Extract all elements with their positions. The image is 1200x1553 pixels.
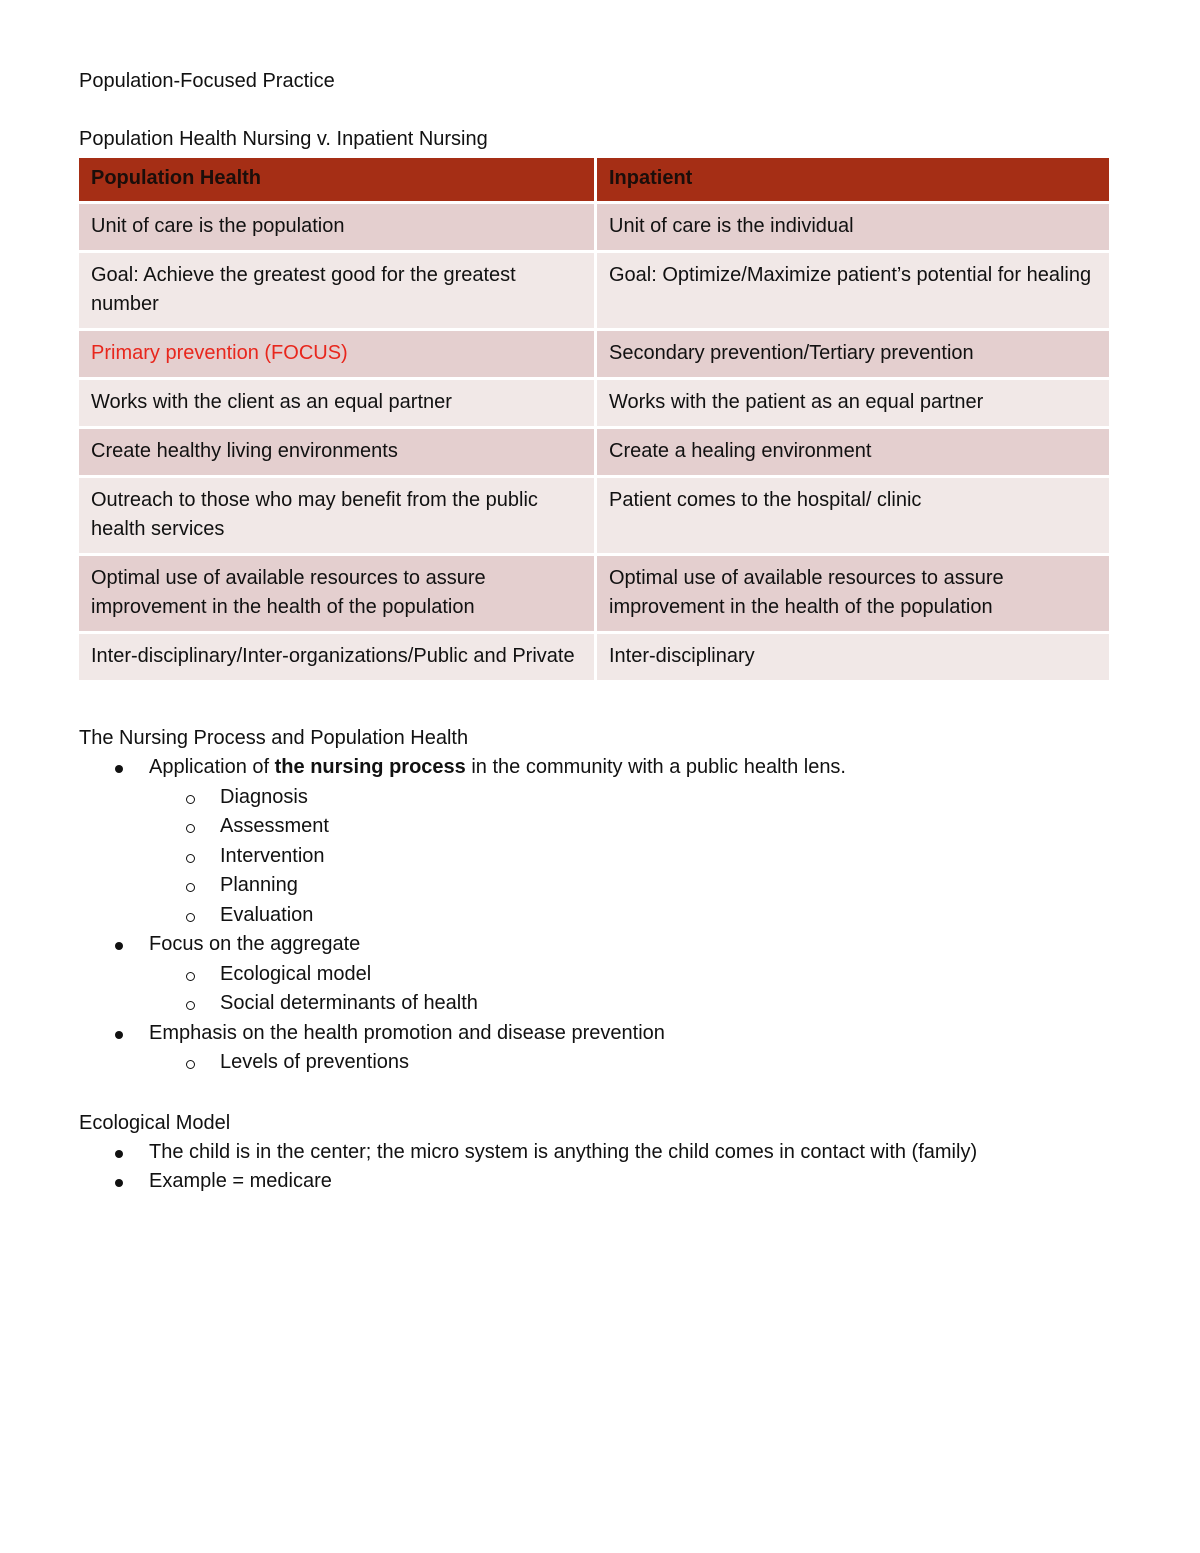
list-item xyxy=(79,1019,1119,1078)
sub-item-text: Social determinants of health xyxy=(220,992,478,1014)
list-item xyxy=(79,1138,1119,1168)
ecological-model-heading: Ecological Model xyxy=(79,1111,231,1134)
sub-item-text: Ecological model xyxy=(220,962,372,985)
sub-list-item xyxy=(149,871,1119,901)
cell-population: Optimal use of available resources to assure improvement in the health of the population xyxy=(79,556,594,631)
sub-list-item xyxy=(149,960,1119,990)
bullet-text-suffix: in the community with a public health lens. xyxy=(465,756,846,778)
sub-list-item xyxy=(149,1048,1119,1078)
ecological-model-list xyxy=(79,1138,1119,1197)
table-row xyxy=(79,429,1109,475)
comparison-table xyxy=(76,155,1112,683)
cell-inpatient: Inter-disciplinary xyxy=(597,634,1109,680)
table-row xyxy=(79,253,1109,328)
table-row xyxy=(79,204,1109,250)
bullet-text: The child is in the center; the micro system is anything the child comes in contact with (family) xyxy=(149,1140,978,1163)
nursing-process-list xyxy=(79,753,1119,1078)
table-header-row xyxy=(79,158,1109,201)
table-row xyxy=(79,556,1109,631)
nursing-process-heading: The Nursing Process and Population Health xyxy=(79,727,469,749)
cell-inpatient: Unit of care is the individual xyxy=(597,204,1109,250)
header-inpatient: Inpatient xyxy=(597,158,1109,201)
cell-population: Inter-disciplinary/Inter-organizations/Public and Private xyxy=(79,634,594,680)
table-row xyxy=(79,380,1109,426)
circle-bullet-icon xyxy=(186,913,195,922)
circle-bullet-icon xyxy=(186,824,195,833)
cell-population: Create healthy living environments xyxy=(79,429,594,475)
bullet-text: Example = medicare xyxy=(149,1170,332,1192)
circle-bullet-icon xyxy=(186,972,195,981)
table-heading: Population Health Nursing v. Inpatient Nursing xyxy=(79,128,488,150)
bullet-icon xyxy=(115,1179,123,1187)
sub-list-item xyxy=(149,989,1119,1019)
list-item xyxy=(79,930,1119,1019)
circle-bullet-icon xyxy=(186,795,195,804)
bullet-text-prefix: Application of xyxy=(149,756,275,778)
cell-population-highlight: Primary prevention (FOCUS) xyxy=(79,331,594,377)
sub-list-item xyxy=(149,812,1119,842)
bullet-text: Emphasis on the health promotion and disease prevention xyxy=(149,1021,665,1044)
bullet-text: Focus on the aggregate xyxy=(149,933,361,955)
sub-list-item xyxy=(149,842,1119,872)
document-title: Population-Focused Practice xyxy=(79,70,335,92)
cell-inpatient: Patient comes to the hospital/ clinic xyxy=(597,478,1109,553)
circle-bullet-icon xyxy=(186,1001,195,1010)
bullet-icon xyxy=(115,1150,123,1158)
cell-population: Unit of care is the population xyxy=(79,204,594,250)
cell-population: Outreach to those who may benefit from the public health services xyxy=(79,478,594,553)
bullet-text-bold: the nursing process xyxy=(274,756,466,778)
sub-list xyxy=(149,960,1119,1019)
sub-item-text: Intervention xyxy=(220,844,325,867)
bullet-icon xyxy=(115,1031,123,1039)
cell-inpatient: Optimal use of available resources to assure improvement in the health of the population xyxy=(597,556,1109,631)
sub-item-text: Diagnosis xyxy=(220,785,308,808)
cell-inpatient: Works with the patient as an equal partner xyxy=(597,380,1109,426)
sub-item-text: Assessment xyxy=(220,815,329,837)
sub-item-text: Planning xyxy=(220,874,298,896)
cell-inpatient: Secondary prevention/Tertiary prevention xyxy=(597,331,1109,377)
list-item xyxy=(79,753,1119,930)
cell-population: Goal: Achieve the greatest good for the greatest number xyxy=(79,253,594,328)
cell-inpatient: Goal: Optimize/Maximize patient’s potential for healing xyxy=(597,253,1109,328)
cell-population: Works with the client as an equal partner xyxy=(79,380,594,426)
bullet-icon xyxy=(115,942,123,950)
table-row xyxy=(79,478,1109,553)
sub-item-text: Levels of preventions xyxy=(220,1051,410,1073)
table-row xyxy=(79,634,1109,680)
sub-list xyxy=(149,1048,1119,1078)
table-row xyxy=(79,331,1109,377)
circle-bullet-icon xyxy=(186,883,195,892)
sub-list xyxy=(149,783,1119,931)
sub-list-item xyxy=(149,783,1119,813)
cell-inpatient: Create a healing environment xyxy=(597,429,1109,475)
bullet-icon xyxy=(115,765,123,773)
header-population-health: Population Health xyxy=(79,158,594,201)
list-item xyxy=(79,1167,1119,1197)
document-page xyxy=(79,66,1119,1197)
circle-bullet-icon xyxy=(186,854,195,863)
sub-item-text: Evaluation xyxy=(220,903,314,926)
sub-list-item xyxy=(149,901,1119,931)
circle-bullet-icon xyxy=(186,1060,195,1069)
